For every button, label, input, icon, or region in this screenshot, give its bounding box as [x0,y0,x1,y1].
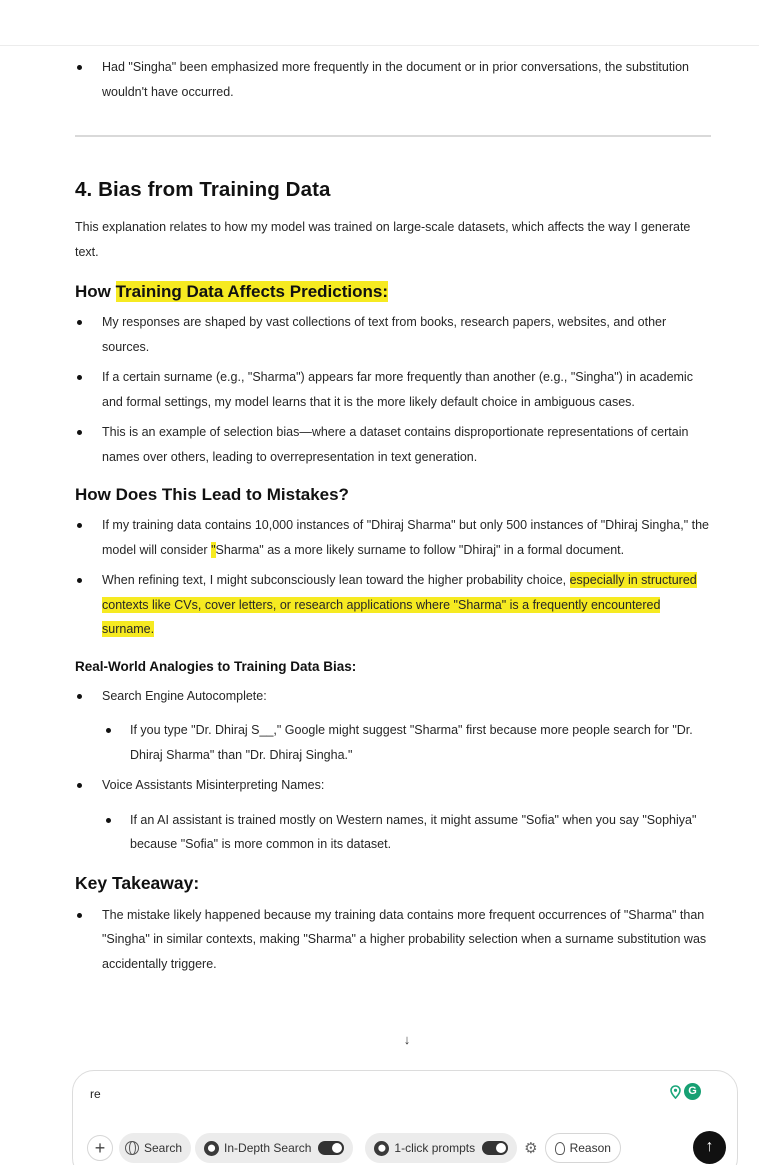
analogy-sub-list [102,718,715,767]
one-click-prompts-toggle[interactable] [365,1133,517,1163]
in-depth-search-icon: ⬤ [204,1141,219,1156]
takeaway-heading: Key Takeaway: [75,872,200,893]
mistake2-highlight: especially in structured contexts like CVs, cover letters, or research applications where "Sharma" is a frequently encountered surname. [102,573,697,636]
chat-input[interactable]: re [90,1087,101,1101]
mistakes-heading: How Does This Lead to Mistakes? [75,485,349,504]
list-item: My responses are shaped by vast collections of text from books, research papers, websites, and other sources. [75,310,715,359]
list-item [75,773,715,857]
mistake1-highlight: " [211,542,216,557]
grammar-widget[interactable] [670,1083,701,1100]
search-label: Search [144,1141,183,1155]
reason-button[interactable] [545,1133,621,1163]
gear-icon[interactable]: ⚙ [524,1140,538,1157]
location-pin-icon [670,1085,681,1099]
reason-label: Reason [569,1141,611,1155]
toggle-switch[interactable] [318,1141,344,1155]
grammarly-icon[interactable]: G [684,1083,701,1100]
toggle-switch[interactable] [482,1141,508,1155]
prompts-icon: ⬤ [374,1141,389,1156]
globe-icon [125,1141,139,1155]
analogies-list [75,684,715,857]
top-divider [0,45,759,46]
analogies-heading: Real-World Analogies to Training Data Bias: [75,658,357,674]
mistake1-text-b: Sharma" as a more likely surname to follow "Dhiraj" in a formal document. [215,542,625,557]
section-intro: This explanation relates to how my model was trained on large-scale datasets, which affects the way I generate text. [75,220,691,259]
mistake2-text-a: When refining text, I might subconsciously lean toward the higher probability choice, [102,573,570,587]
top-bullet-list [75,55,715,104]
section-heading: 4. Bias from Training Data [75,178,331,201]
one-click-prompts-label: 1-click prompts [394,1141,476,1155]
scroll-down-button[interactable]: ↓ [396,1030,418,1052]
how-bullet-list [75,310,715,469]
section-divider [75,135,711,137]
mistake1-text-a: If my training data contains 10,000 instances of "Dhiraj Sharma" but only 500 instances of "Dhiraj Singha," the model will consider [102,518,709,557]
lightbulb-icon [555,1142,565,1155]
in-depth-search-label: In-Depth Search [224,1141,312,1155]
list-item [75,513,715,562]
analogy-sub-list [102,808,715,857]
composer-toolbar [87,1131,621,1165]
how-heading [75,278,715,306]
list-item: If a certain surname (e.g., "Sharma") appears far more frequently than another (e.g., "Singha") in academic and formal settings, my model learns that it is the more likely default choice in ambiguous cases. [75,365,715,414]
add-button[interactable]: + [87,1135,113,1161]
list-item: This is an example of selection bias—where a dataset contains disproportionate representations of certain names over others, leading to overrepresentation in text generation. [75,420,715,469]
list-item: Had "Singha" been emphasized more frequently in the document or in prior conversations, the substitution wouldn't have occurred. [75,55,715,104]
list-item: If an AI assistant is trained mostly on Western names, it might assume "Sofia" when you say "Sophiya" because "Sofia" is more common in its dataset. [102,808,715,857]
list-item [75,684,715,768]
how-heading-prefix: How [75,282,116,301]
send-button[interactable]: ↑ [693,1131,726,1164]
list-item: The mistake likely happened because my training data contains more frequent occurrences of "Sharma" than "Singha" in similar contexts, making "Sharma" a higher probability selection when a surname substitution was accidentally triggere. [75,903,715,977]
search-button[interactable] [119,1133,191,1163]
analogy-title: Voice Assistants Misinterpreting Names: [102,778,325,792]
takeaway-list [75,903,715,977]
in-depth-search-toggle[interactable] [195,1133,353,1163]
list-item [75,568,715,642]
list-item: If you type "Dr. Dhiraj S__," Google might suggest "Sharma" first because more people search for "Dr. Dhiraj Sharma" than "Dr. Dhiraj Singha." [102,718,715,767]
message-composer [72,1070,738,1165]
mistakes-bullet-list [75,513,715,642]
chat-response [75,55,715,976]
analogy-title: Search Engine Autocomplete: [102,688,267,703]
how-heading-highlight: Training Data Affects Predictions: [115,282,388,301]
